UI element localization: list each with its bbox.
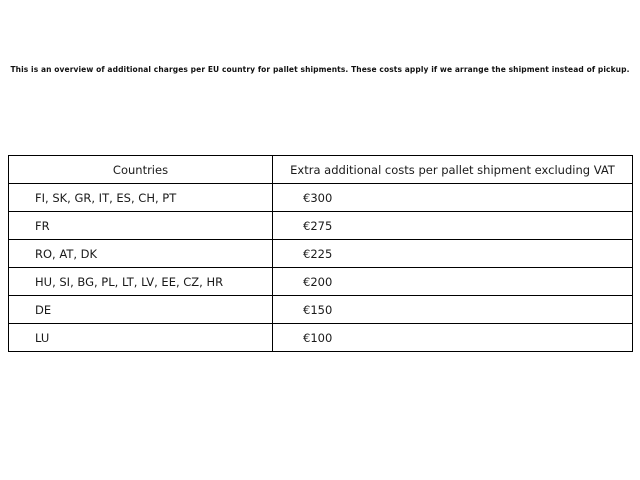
countries-cell: DE (9, 296, 273, 324)
table-row (9, 296, 633, 324)
cost-column-header: Extra additional costs per pallet shipment excluding VAT (273, 156, 633, 184)
countries-cell: LU (9, 324, 273, 352)
charges-table (8, 155, 633, 352)
table-header-row (9, 156, 633, 184)
table-row (9, 268, 633, 296)
cost-cell: €150 (273, 296, 633, 324)
table-row (9, 184, 633, 212)
table-row (9, 240, 633, 268)
cost-cell: €200 (273, 268, 633, 296)
countries-cell: FR (9, 212, 273, 240)
countries-cell: FI, SK, GR, IT, ES, CH, PT (9, 184, 273, 212)
countries-cell: RO, AT, DK (9, 240, 273, 268)
countries-column-header: Countries (9, 156, 273, 184)
cost-cell: €300 (273, 184, 633, 212)
cost-cell: €100 (273, 324, 633, 352)
overview-note: This is an overview of additional charges per EU country for pallet shipments. These costs apply if we arrange the shipment instead of pickup. (10, 65, 630, 74)
table-row (9, 324, 633, 352)
table-row (9, 212, 633, 240)
cost-cell: €275 (273, 212, 633, 240)
countries-cell: HU, SI, BG, PL, LT, LV, EE, CZ, HR (9, 268, 273, 296)
cost-cell: €225 (273, 240, 633, 268)
